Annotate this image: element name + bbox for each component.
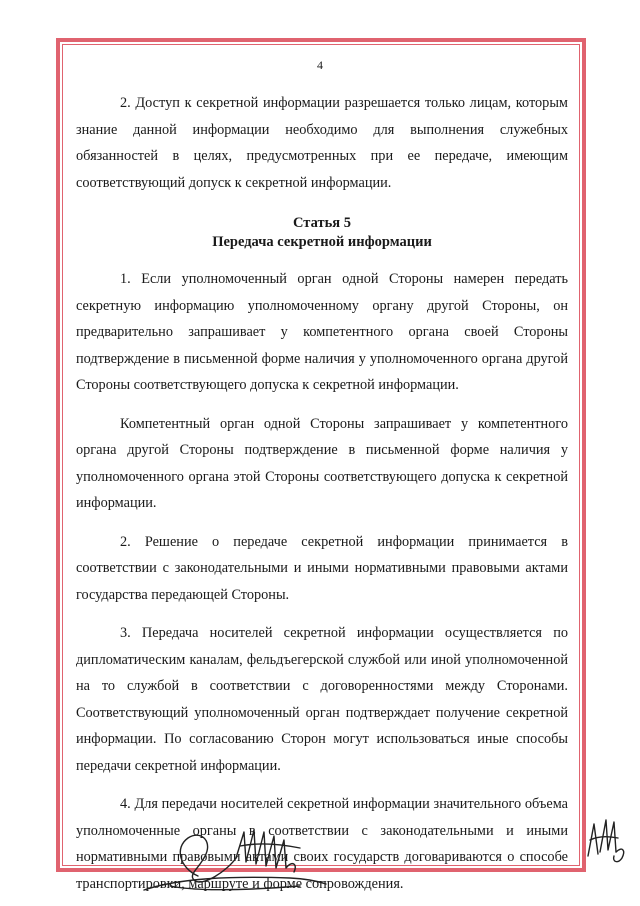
paragraph-3: 3. Передача носителей секретной информации осуществляется по дипломатическим каналам, фельдъегерской службой или иной уполномоченной на то службой в соответствии с договоренностями между Сторонами. Соответствующий уполномоченный орган подтверждает получение секретной информации. По согласованию Сторон могут использоваться иные способы передачи секретной информации. [76,625,568,774]
paragraph-1-continued: Компетентный орган одной Стороны запрашивает у компетентного органа другой Стороны подтверждение в письменной форме наличия у уполномоченного органа этой Стороны соответствующего допуска к секретной информации. [76,415,568,511]
article-heading [76,214,568,252]
article-title: Передача секретной информации [212,234,432,250]
paragraph-1: 1. Если уполномоченный орган одной Стороны намерен передать секретную информацию уполномоченному органу другой Стороны, он предварительно запрашивает у компетентного органа своей Стороны подтверждение в письменной форме наличия у уполномоченного органа другой Стороны соответствующего допуска к секретной информации. [76,271,568,393]
paragraph-4: 4. Для передачи носителей секретной информации значительного объема уполномоченные органы в соответствии с законодательными и иными нормативными правовыми актами своих государств договариваются о способе транспортировки, маршруте и форме сопровождения. [76,796,568,892]
document-body [76,90,568,897]
article-number: Статья 5 [293,215,351,231]
paragraph-access: 2. Доступ к секретной информации разрешается только лицам, которым знание данной информации необходимо для выполнения служебных обязанностей в целях, предусмотренных при ее передаче, имеющим соответствующий допуск к секретной информации. [76,95,568,191]
paragraph-2: 2. Решение о передаче секретной информации принимается в соответствии с законодательными и иными нормативными правовыми актами государства передающей Стороны. [76,533,568,603]
page-number: 4 [317,58,323,72]
